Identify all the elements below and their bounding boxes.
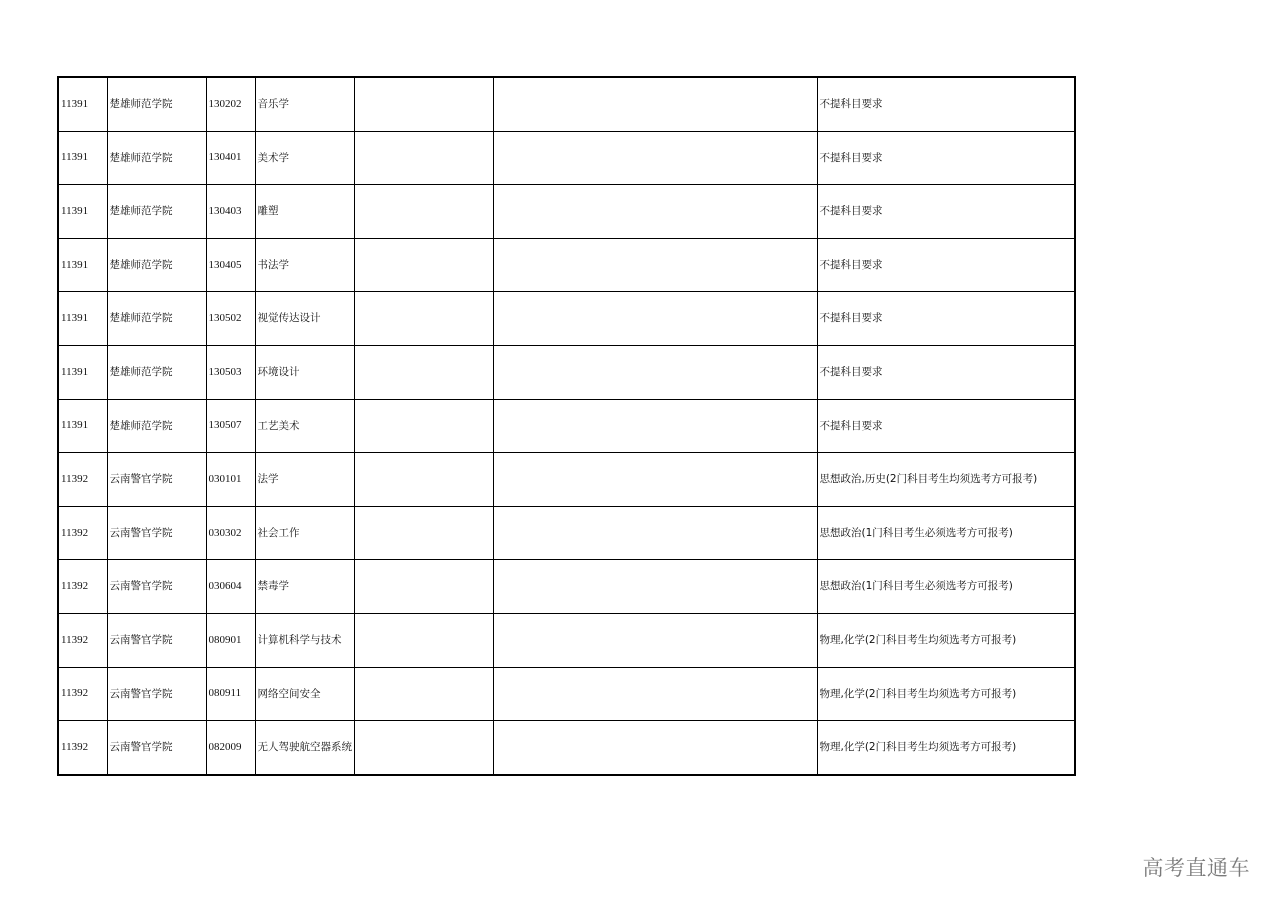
school-name-cell: 楚雄师范学院 (107, 77, 206, 131)
subject-requirement-cell: 思想政治,历史(2门科目考生均须选考方可报考) (817, 453, 1075, 507)
major-code-cell: 130401 (206, 131, 255, 185)
subject-requirement-cell: 物理,化学(2门科目考生均须选考方可报考) (817, 667, 1075, 721)
subject-requirement-cell: 不提科目要求 (817, 399, 1075, 453)
school-code-cell: 11392 (58, 560, 107, 614)
table-row (58, 238, 1075, 292)
major-name-cell: 视觉传达设计 (255, 292, 354, 346)
empty-cell (493, 613, 817, 667)
data-table (57, 76, 1076, 776)
subject-requirement-cell: 不提科目要求 (817, 292, 1075, 346)
empty-cell (354, 506, 493, 560)
major-name-cell: 雕塑 (255, 185, 354, 239)
table-row (58, 721, 1075, 775)
major-name-cell: 网络空间安全 (255, 667, 354, 721)
empty-cell (354, 77, 493, 131)
watermark-logo-text: 高考直通车 (1142, 856, 1250, 880)
empty-cell (354, 345, 493, 399)
school-code-cell: 11392 (58, 506, 107, 560)
table-row (58, 667, 1075, 721)
empty-cell (354, 399, 493, 453)
major-code-cell: 130503 (206, 345, 255, 399)
table-row (58, 292, 1075, 346)
school-name-cell: 楚雄师范学院 (107, 292, 206, 346)
major-code-cell: 030302 (206, 506, 255, 560)
major-code-cell: 030604 (206, 560, 255, 614)
school-code-cell: 11392 (58, 453, 107, 507)
school-name-cell: 云南警官学院 (107, 721, 206, 775)
school-name-cell: 云南警官学院 (107, 560, 206, 614)
subject-requirement-cell: 不提科目要求 (817, 238, 1075, 292)
school-code-cell: 11391 (58, 185, 107, 239)
school-code-cell: 11391 (58, 292, 107, 346)
major-name-cell: 法学 (255, 453, 354, 507)
empty-cell (493, 721, 817, 775)
table-row (58, 77, 1075, 131)
subject-requirement-cell: 物理,化学(2门科目考生均须选考方可报考) (817, 613, 1075, 667)
major-name-cell: 计算机科学与技术 (255, 613, 354, 667)
subject-requirement-cell: 思想政治(1门科目考生必须选考方可报考) (817, 506, 1075, 560)
major-code-cell: 080901 (206, 613, 255, 667)
major-code-cell: 080911 (206, 667, 255, 721)
table-row (58, 453, 1075, 507)
empty-cell (493, 292, 817, 346)
school-code-cell: 11391 (58, 238, 107, 292)
empty-cell (354, 560, 493, 614)
major-name-cell: 音乐学 (255, 77, 354, 131)
empty-cell (493, 77, 817, 131)
major-code-cell: 130502 (206, 292, 255, 346)
empty-cell (493, 399, 817, 453)
empty-cell (493, 453, 817, 507)
major-code-cell: 082009 (206, 721, 255, 775)
table-row (58, 560, 1075, 614)
major-name-cell: 环境设计 (255, 345, 354, 399)
empty-cell (493, 238, 817, 292)
empty-cell (493, 185, 817, 239)
empty-cell (493, 345, 817, 399)
table-row (58, 345, 1075, 399)
empty-cell (354, 721, 493, 775)
school-name-cell: 楚雄师范学院 (107, 345, 206, 399)
table-row (58, 399, 1075, 453)
table-row (58, 613, 1075, 667)
school-code-cell: 11391 (58, 345, 107, 399)
subject-requirement-cell: 物理,化学(2门科目考生均须选考方可报考) (817, 721, 1075, 775)
school-code-cell: 11392 (58, 613, 107, 667)
school-name-cell: 楚雄师范学院 (107, 185, 206, 239)
empty-cell (493, 131, 817, 185)
school-name-cell: 云南警官学院 (107, 667, 206, 721)
table-row (58, 506, 1075, 560)
school-name-cell: 云南警官学院 (107, 453, 206, 507)
empty-cell (354, 667, 493, 721)
school-name-cell: 云南警官学院 (107, 506, 206, 560)
empty-cell (493, 667, 817, 721)
subject-requirement-cell: 不提科目要求 (817, 77, 1075, 131)
major-name-cell: 书法学 (255, 238, 354, 292)
major-code-cell: 130507 (206, 399, 255, 453)
major-code-cell: 130202 (206, 77, 255, 131)
major-code-cell: 130405 (206, 238, 255, 292)
school-code-cell: 11391 (58, 77, 107, 131)
school-name-cell: 楚雄师范学院 (107, 399, 206, 453)
empty-cell (354, 185, 493, 239)
school-name-cell: 云南警官学院 (107, 613, 206, 667)
empty-cell (493, 560, 817, 614)
school-name-cell: 楚雄师范学院 (107, 238, 206, 292)
school-name-cell: 楚雄师范学院 (107, 131, 206, 185)
empty-cell (354, 131, 493, 185)
table-body (58, 77, 1075, 775)
major-code-cell: 130403 (206, 185, 255, 239)
school-code-cell: 11391 (58, 399, 107, 453)
empty-cell (354, 613, 493, 667)
subject-requirement-cell: 思想政治(1门科目考生必须选考方可报考) (817, 560, 1075, 614)
major-name-cell: 美术学 (255, 131, 354, 185)
subject-requirement-cell: 不提科目要求 (817, 345, 1075, 399)
subject-requirement-cell: 不提科目要求 (817, 131, 1075, 185)
subject-requirement-cell: 不提科目要求 (817, 185, 1075, 239)
school-code-cell: 11392 (58, 721, 107, 775)
major-code-cell: 030101 (206, 453, 255, 507)
school-code-cell: 11391 (58, 131, 107, 185)
empty-cell (354, 292, 493, 346)
empty-cell (354, 238, 493, 292)
major-name-cell: 无人驾驶航空器系统 (255, 721, 354, 775)
major-name-cell: 社会工作 (255, 506, 354, 560)
table-row (58, 185, 1075, 239)
school-code-cell: 11392 (58, 667, 107, 721)
major-name-cell: 工艺美术 (255, 399, 354, 453)
major-name-cell: 禁毒学 (255, 560, 354, 614)
empty-cell (354, 453, 493, 507)
empty-cell (493, 506, 817, 560)
table-row (58, 131, 1075, 185)
